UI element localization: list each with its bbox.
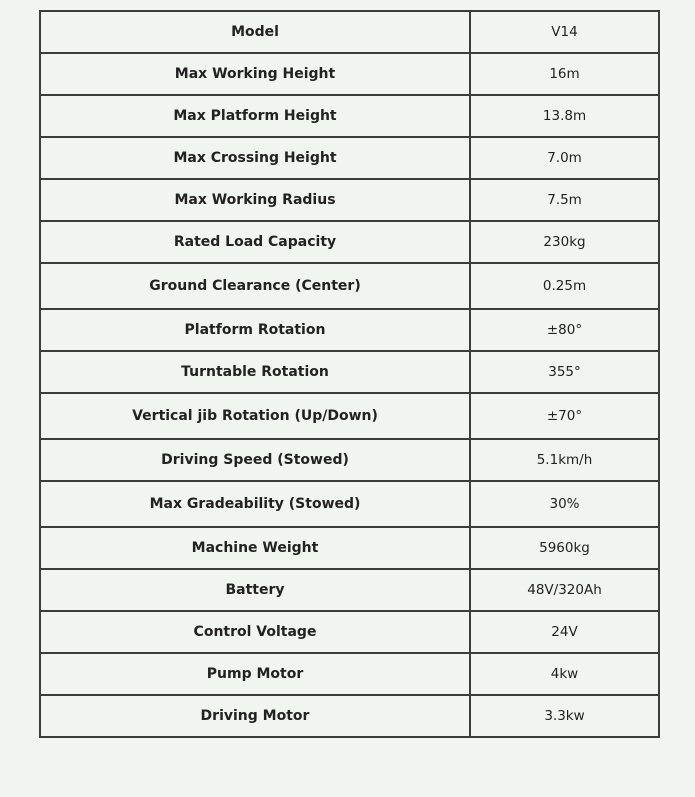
row-value: ±80° [470,309,659,351]
row-value: 30% [470,481,659,527]
row-label: Ground Clearance (Center) [40,263,470,309]
table-row [40,653,659,695]
row-label: Max Working Radius [40,179,470,221]
table-row [40,95,659,137]
row-label: Battery [40,569,470,611]
row-value: 5.1km/h [470,439,659,481]
row-label: Max Crossing Height [40,137,470,179]
row-label: Turntable Rotation [40,351,470,393]
table-row [40,611,659,653]
table-row [40,309,659,351]
row-label: Pump Motor [40,653,470,695]
row-label: Max Platform Height [40,95,470,137]
table-row [40,569,659,611]
row-value: 5960kg [470,527,659,569]
table-row [40,221,659,263]
row-value: 355° [470,351,659,393]
table-row [40,263,659,309]
row-value: 7.5m [470,179,659,221]
row-value: 48V/320Ah [470,569,659,611]
row-label: Rated Load Capacity [40,221,470,263]
row-value: 0.25m [470,263,659,309]
row-value: 7.0m [470,137,659,179]
row-label: Max Working Height [40,53,470,95]
table-row [40,351,659,393]
row-label: Driving Motor [40,695,470,737]
table-row [40,439,659,481]
table-row [40,11,659,53]
row-value: 4kw [470,653,659,695]
row-value: 13.8m [470,95,659,137]
row-value: 3.3kw [470,695,659,737]
row-value: 24V [470,611,659,653]
row-label: Model [40,11,470,53]
row-value: 16m [470,53,659,95]
row-label: Vertical jib Rotation (Up/Down) [40,393,470,439]
row-label: Driving Speed (Stowed) [40,439,470,481]
row-value: 230kg [470,221,659,263]
row-label: Machine Weight [40,527,470,569]
spec-table-container [39,10,658,738]
table-row [40,481,659,527]
table-row [40,53,659,95]
table-row [40,393,659,439]
table-row [40,527,659,569]
table-row [40,137,659,179]
row-label: Control Voltage [40,611,470,653]
row-label: Platform Rotation [40,309,470,351]
table-row [40,695,659,737]
row-value: ±70° [470,393,659,439]
row-value: V14 [470,11,659,53]
table-row [40,179,659,221]
row-label: Max Gradeability (Stowed) [40,481,470,527]
spec-table [39,10,660,738]
